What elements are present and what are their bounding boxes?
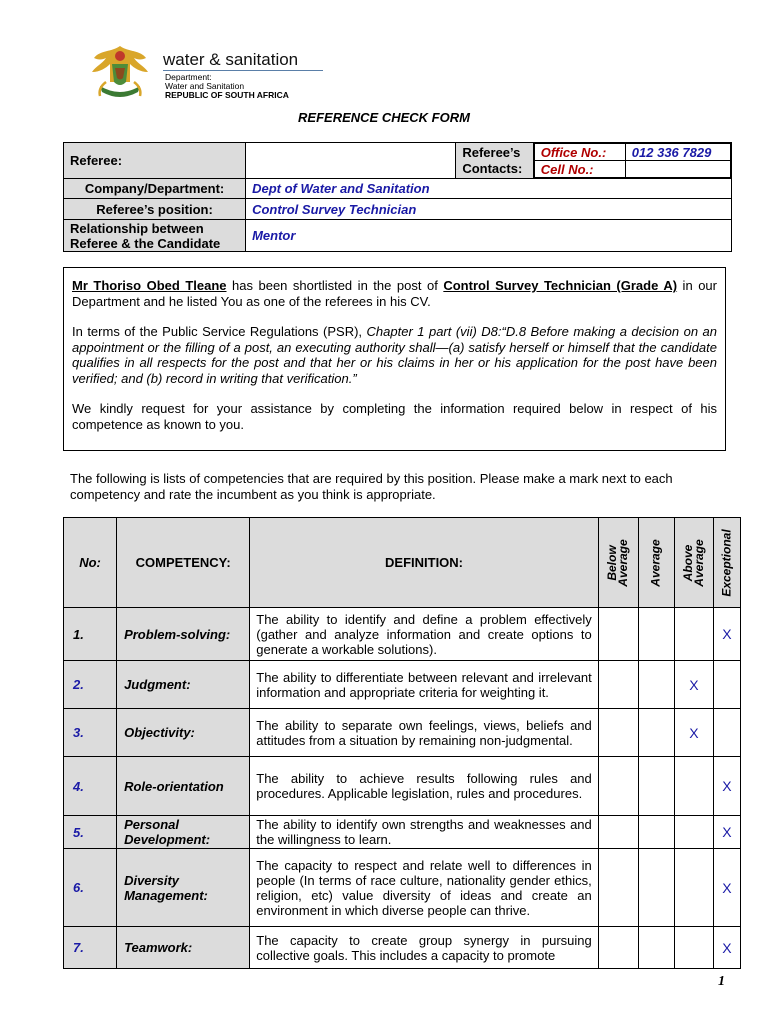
rating-average[interactable] [638, 608, 674, 661]
candidate-name: Mr Thoriso Obed Tleane [72, 278, 227, 293]
rating-exceptional[interactable] [713, 709, 740, 757]
letter-p1-end: in our Department and he listed You as one of the referees in his CV. [72, 278, 717, 309]
competency-name: Judgment: [117, 661, 250, 709]
competency-name: Role-orientation [117, 757, 250, 816]
department-block [165, 73, 289, 100]
rating-below-average[interactable] [598, 608, 638, 661]
competency-definition: The capacity to create group synergy in pursuing collective goals. This includes a capacity to promote [250, 927, 599, 969]
competency-definition: The ability to separate own feelings, views, beliefs and attitudes from a situation by remaining non-judgmental. [250, 709, 599, 757]
position-value[interactable]: Control Survey Technician [246, 199, 732, 220]
row-number: 5. [64, 816, 117, 849]
rating-average[interactable] [638, 709, 674, 757]
header-no: No: [64, 518, 117, 608]
header-exceptional [713, 518, 740, 608]
form-title: REFERENCE CHECK FORM [298, 110, 470, 125]
table-row [64, 816, 741, 849]
page-number: 1 [718, 974, 725, 989]
row-number: 7. [64, 927, 117, 969]
dept-line-2: Water and Sanitation [165, 81, 245, 91]
competency-definition: The ability to achieve results following rules and procedures. Applicable legislation, rules and procedures. [250, 757, 599, 816]
header-definition: DEFINITION: [250, 518, 599, 608]
post-name: Control Survey Technician (Grade A) [443, 278, 678, 293]
office-label: Office No.: [534, 144, 625, 161]
rating-below-average[interactable] [598, 849, 638, 927]
office-value[interactable]: 012 336 7829 [625, 144, 730, 161]
relationship-label-line-2: Referee & the Candidate [70, 235, 221, 251]
rating-below-average[interactable] [598, 816, 638, 849]
contacts-label: Referee’s Contacts: [456, 143, 533, 179]
table-row [64, 849, 741, 927]
brand-divider [163, 70, 323, 71]
header-competency: COMPETENCY: [117, 518, 250, 608]
row-number: 3. [64, 709, 117, 757]
referee-value-field[interactable] [246, 143, 456, 179]
rating-above-average[interactable] [674, 927, 713, 969]
header-average-label: Average [648, 538, 663, 587]
rating-above-average[interactable] [674, 849, 713, 927]
cell-value[interactable] [625, 161, 730, 178]
competency-name: Personal Development: [117, 816, 250, 849]
rating-below-average[interactable] [598, 757, 638, 816]
header-exceptional-label: Exceptional [719, 528, 734, 597]
rating-average[interactable] [638, 849, 674, 927]
rating-above-average[interactable] [674, 608, 713, 661]
rating-exceptional[interactable]: X [713, 927, 740, 969]
rating-above-average[interactable] [674, 816, 713, 849]
cell-label: Cell No.: [534, 161, 625, 178]
dept-line-3: REPUBLIC OF SOUTH AFRICA [165, 90, 289, 100]
table-row [64, 927, 741, 969]
competency-definition: The capacity to respect and relate well to differences in people (In terms of race culture, nationality gender ethics, religion, etc) value diversity of ideas and create an environment in which diverse people can thrive. [250, 849, 599, 927]
rating-exceptional[interactable]: X [713, 757, 740, 816]
relationship-label [64, 220, 246, 252]
position-label: Referee’s position: [64, 199, 246, 220]
table-row [64, 661, 741, 709]
rating-average[interactable] [638, 757, 674, 816]
rating-above-average[interactable]: X [674, 661, 713, 709]
competency-definition: The ability to identify own strengths and weaknesses and the willingness to learn. [250, 816, 599, 849]
competency-name: Diversity Management: [117, 849, 250, 927]
row-number: 2. [64, 661, 117, 709]
table-row [64, 608, 741, 661]
header-average [638, 518, 674, 608]
table-row [64, 709, 741, 757]
rating-below-average[interactable] [598, 927, 638, 969]
dept-line-1: Department: [165, 72, 212, 82]
header-above-average-label: Above Average [680, 538, 706, 587]
company-value[interactable]: Dept of Water and Sanitation [246, 179, 732, 199]
referee-label: Referee: [64, 143, 246, 179]
rating-average[interactable] [638, 816, 674, 849]
rating-below-average[interactable] [598, 661, 638, 709]
brand-title: water & sanitation [163, 50, 299, 69]
rating-exceptional[interactable] [713, 661, 740, 709]
contacts-cell [533, 143, 731, 179]
letter-p2-start: In terms of the Public Service Regulations (PSR), [72, 324, 367, 339]
competency-name: Problem-solving: [117, 608, 250, 661]
referee-details-table [63, 142, 732, 252]
rating-below-average[interactable] [598, 709, 638, 757]
competency-definition: The ability to differentiate between relevant and irrelevant information and appropriate criteria for weighting it. [250, 661, 599, 709]
header-below-average [598, 518, 638, 608]
rating-average[interactable] [638, 661, 674, 709]
rating-exceptional[interactable]: X [713, 816, 740, 849]
competency-intro: The following is lists of competencies that are required by this position. Please make a mark next to each competency and rate the incumbent as you think is appropriate. [70, 471, 673, 502]
company-label: Company/Department: [64, 179, 246, 199]
rating-exceptional[interactable]: X [713, 608, 740, 661]
rating-above-average[interactable]: X [674, 709, 713, 757]
rating-exceptional[interactable]: X [713, 849, 740, 927]
row-number: 1. [64, 608, 117, 661]
competency-table [63, 517, 741, 969]
coat-of-arms-logo [88, 42, 152, 104]
row-number: 6. [64, 849, 117, 927]
rating-above-average[interactable] [674, 757, 713, 816]
competency-name: Teamwork: [117, 927, 250, 969]
competency-definition: The ability to identify and define a problem effectively (gather and analyze information and create options to generate a workable solutions). [250, 608, 599, 661]
competency-name: Objectivity: [117, 709, 250, 757]
letter-p1-mid: has been shortlisted in the post of [226, 278, 444, 293]
table-row [64, 757, 741, 816]
relationship-label-line-1: Relationship between [70, 220, 204, 236]
letter-box [63, 267, 726, 451]
psr-quote: Chapter 1 part (vii) D8:“D.8 Before making a decision on an appointment or the filling of a post, an executing authority shall—(a) satisfy herself or himself that the candidate qualifies in all respects for the post and that her or his claims in her or his application for the post have been verified; and (b) record in writing that verification.” [72, 324, 718, 386]
letter-paragraph-3: We kindly request for your assistance by completing the information required below in respect of his competence as known to you. [72, 401, 717, 432]
letter-paragraph-1 [72, 278, 717, 309]
header-above-average [674, 518, 713, 608]
relationship-value[interactable]: Mentor [246, 220, 732, 252]
letter-paragraph-2 [72, 324, 717, 386]
rating-average[interactable] [638, 927, 674, 969]
row-number: 4. [64, 757, 117, 816]
header-below-average-label: Below Average [605, 538, 631, 587]
